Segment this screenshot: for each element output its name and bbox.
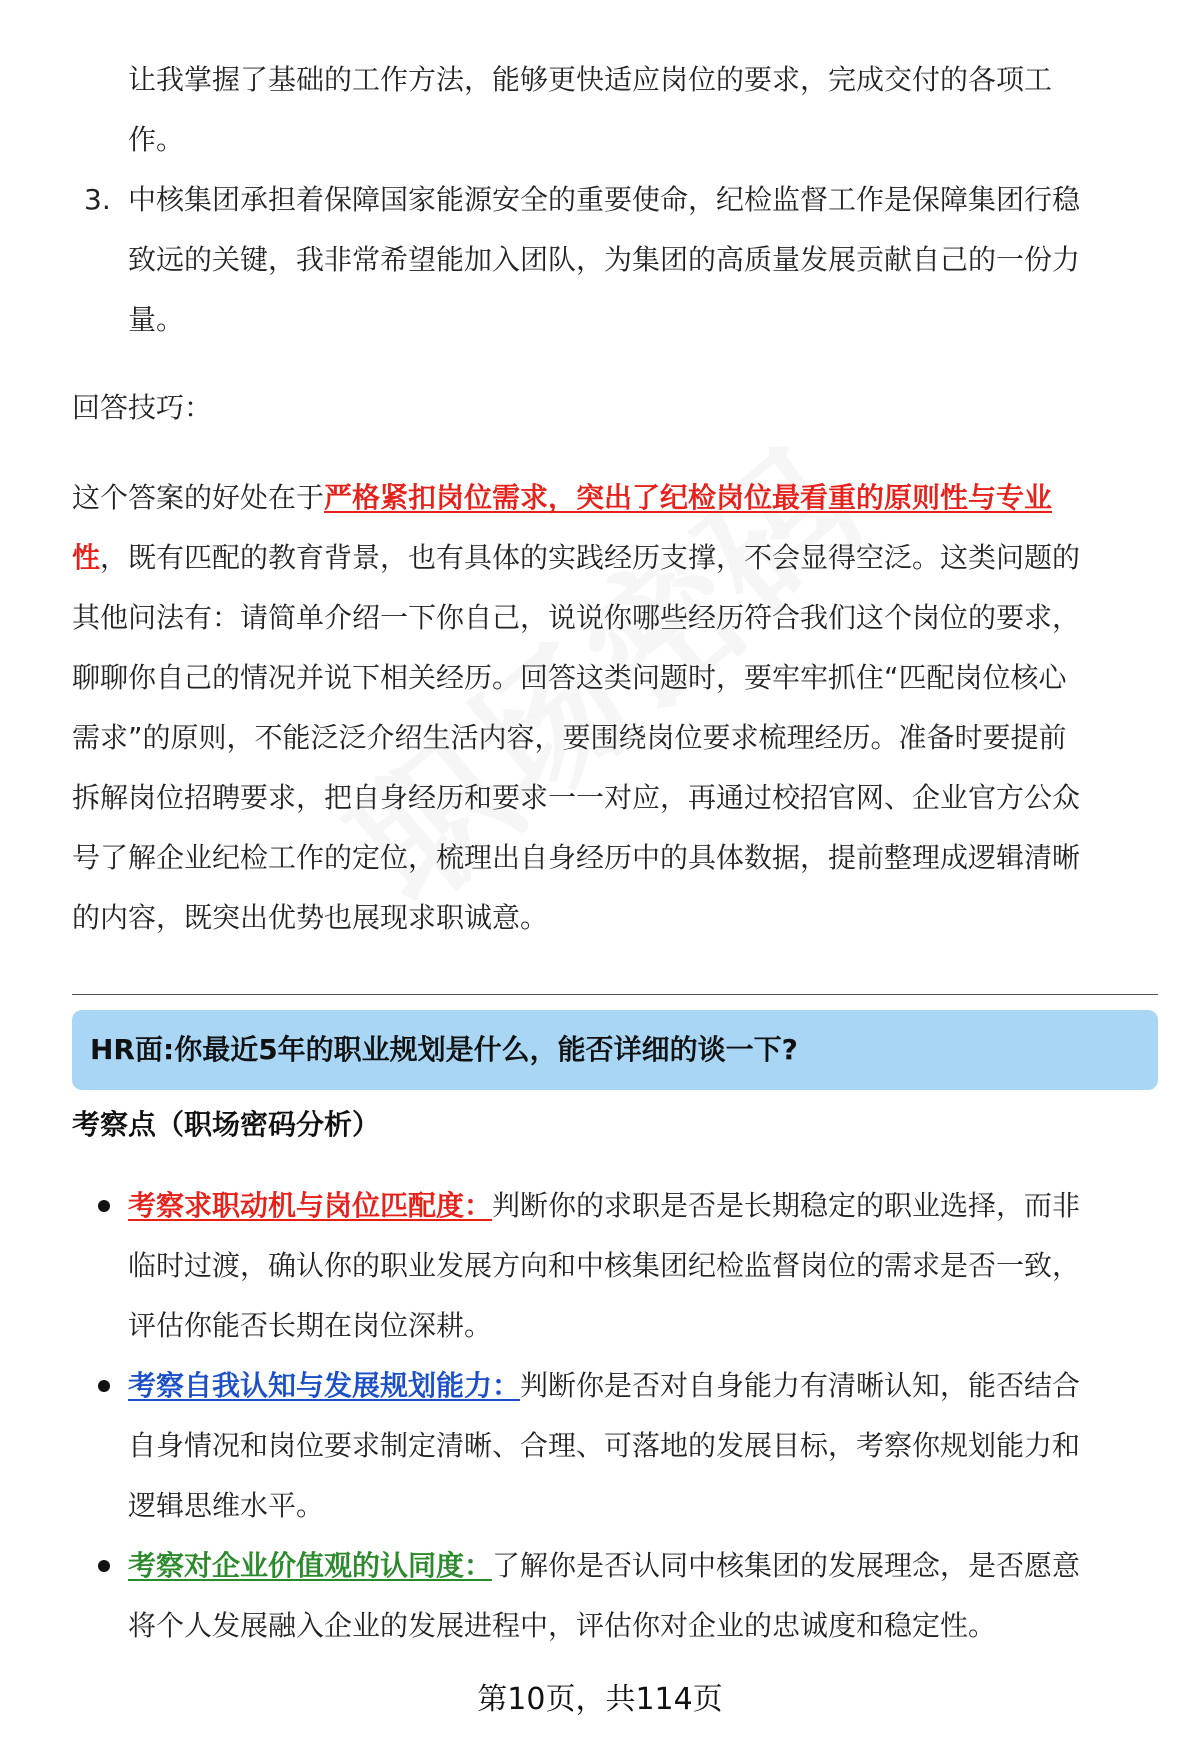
- tips-paragraph-line-8: 的内容，既突出优势也展现求职诚意。: [72, 901, 549, 934]
- exam-point-1-label: 考察求职动机与岗位匹配度：: [128, 1189, 493, 1222]
- exam-points-heading: 考察点（职场密码分析）: [72, 1108, 381, 1141]
- list-item-3-line-2: 致远的关键，我非常希望能加入团队，为集团的高质量发展贡献自己的一份力: [128, 243, 1081, 276]
- exam-point-2-line-2: 自身情况和岗位要求制定清晰、合理、可落地的发展目标，考察你规划能力和: [128, 1429, 1081, 1462]
- exam-point-1-text: 判断你的求职是否是长期稳定的职业选择，而非: [492, 1189, 1081, 1222]
- exam-point-3-line-1: [128, 1546, 1080, 1586]
- section-divider: [72, 994, 1158, 995]
- page-number: 第10页，共114页: [477, 1682, 723, 1717]
- tips-paragraph-line-1: [72, 478, 1052, 518]
- exam-point-2-text: 判断你是否对自身能力有清晰认知，能否结合: [520, 1369, 1081, 1402]
- exam-point-3-label: 考察对企业价值观的认同度：: [128, 1549, 493, 1582]
- exam-point-1-line-2: 临时过渡，确认你的职业发展方向和中核集团纪检监督岗位的需求是否一致，: [128, 1249, 1081, 1282]
- tips-paragraph-line-7: 号了解企业纪检工作的定位，梳理出自身经历中的具体数据，提前整理成逻辑清晰: [72, 841, 1081, 874]
- exam-point-1-line-1: [128, 1186, 1080, 1226]
- tips-paragraph-line-5: 需求”的原则，不能泛泛介绍生活内容，要围绕岗位要求梳理经历。准备时要提前: [72, 721, 1067, 754]
- exam-point-1-line-3: 评估你能否长期在岗位深耕。: [128, 1309, 493, 1342]
- list-item-3-number: 3.: [84, 183, 111, 216]
- bullet-dot: [98, 1200, 110, 1212]
- exam-point-3-text: 了解你是否认同中核集团的发展理念，是否愿意: [492, 1549, 1081, 1582]
- bullet-dot: [98, 1560, 110, 1572]
- bullet-dot: [98, 1380, 110, 1392]
- exam-point-2-label: 考察自我认知与发展规划能力：: [128, 1369, 521, 1402]
- exam-point-2-line-3: 逻辑思维水平。: [128, 1489, 325, 1522]
- tips-paragraph-line-3: 其他问法有：请简单介绍一下你自己，说说你哪些经历符合我们这个岗位的要求，: [72, 601, 1081, 634]
- list-item-2-continuation-line-2: 作。: [128, 123, 185, 156]
- tips-highlight-b: 性: [72, 541, 101, 574]
- list-item-2-continuation-line-1: 让我掌握了基础的工作方法，能够更快适应岗位的要求，完成交付的各项工: [128, 63, 1053, 96]
- exam-point-2-line-1: [128, 1366, 1080, 1406]
- tips-paragraph-line-4: 聊聊你自己的情况并说下相关经历。回答这类问题时，要牢牢抓住“匹配岗位核心: [72, 661, 1067, 694]
- tips-line-2-rest: ，既有匹配的教育背景，也有具体的实践经历支撑，不会显得空泛。这类问题的: [100, 541, 1081, 574]
- tips-heading: 回答技巧：: [72, 391, 213, 424]
- list-item-3-line-1: 中核集团承担着保障国家能源安全的重要使命，纪检监督工作是保障集团行稳: [128, 183, 1081, 216]
- tips-paragraph-line-6: 拆解岗位招聘要求，把自身经历和要求一一对应，再通过校招官网、企业官方公众: [72, 781, 1081, 814]
- exam-point-3-line-2: 将个人发展融入企业的发展进程中，评估你对企业的忠诚度和稳定性。: [128, 1609, 997, 1642]
- tips-highlight-a: 严格紧扣岗位需求，突出了纪检岗位最看重的原则性与专业: [324, 481, 1053, 514]
- hr-question-title: HR面:你最近5年的职业规划是什么，能否详细的谈一下?: [90, 1033, 798, 1066]
- tips-prefix: 这个答案的好处在于: [72, 481, 325, 514]
- tips-paragraph-line-2: [72, 538, 1080, 578]
- list-item-3-line-3: 量。: [128, 303, 185, 336]
